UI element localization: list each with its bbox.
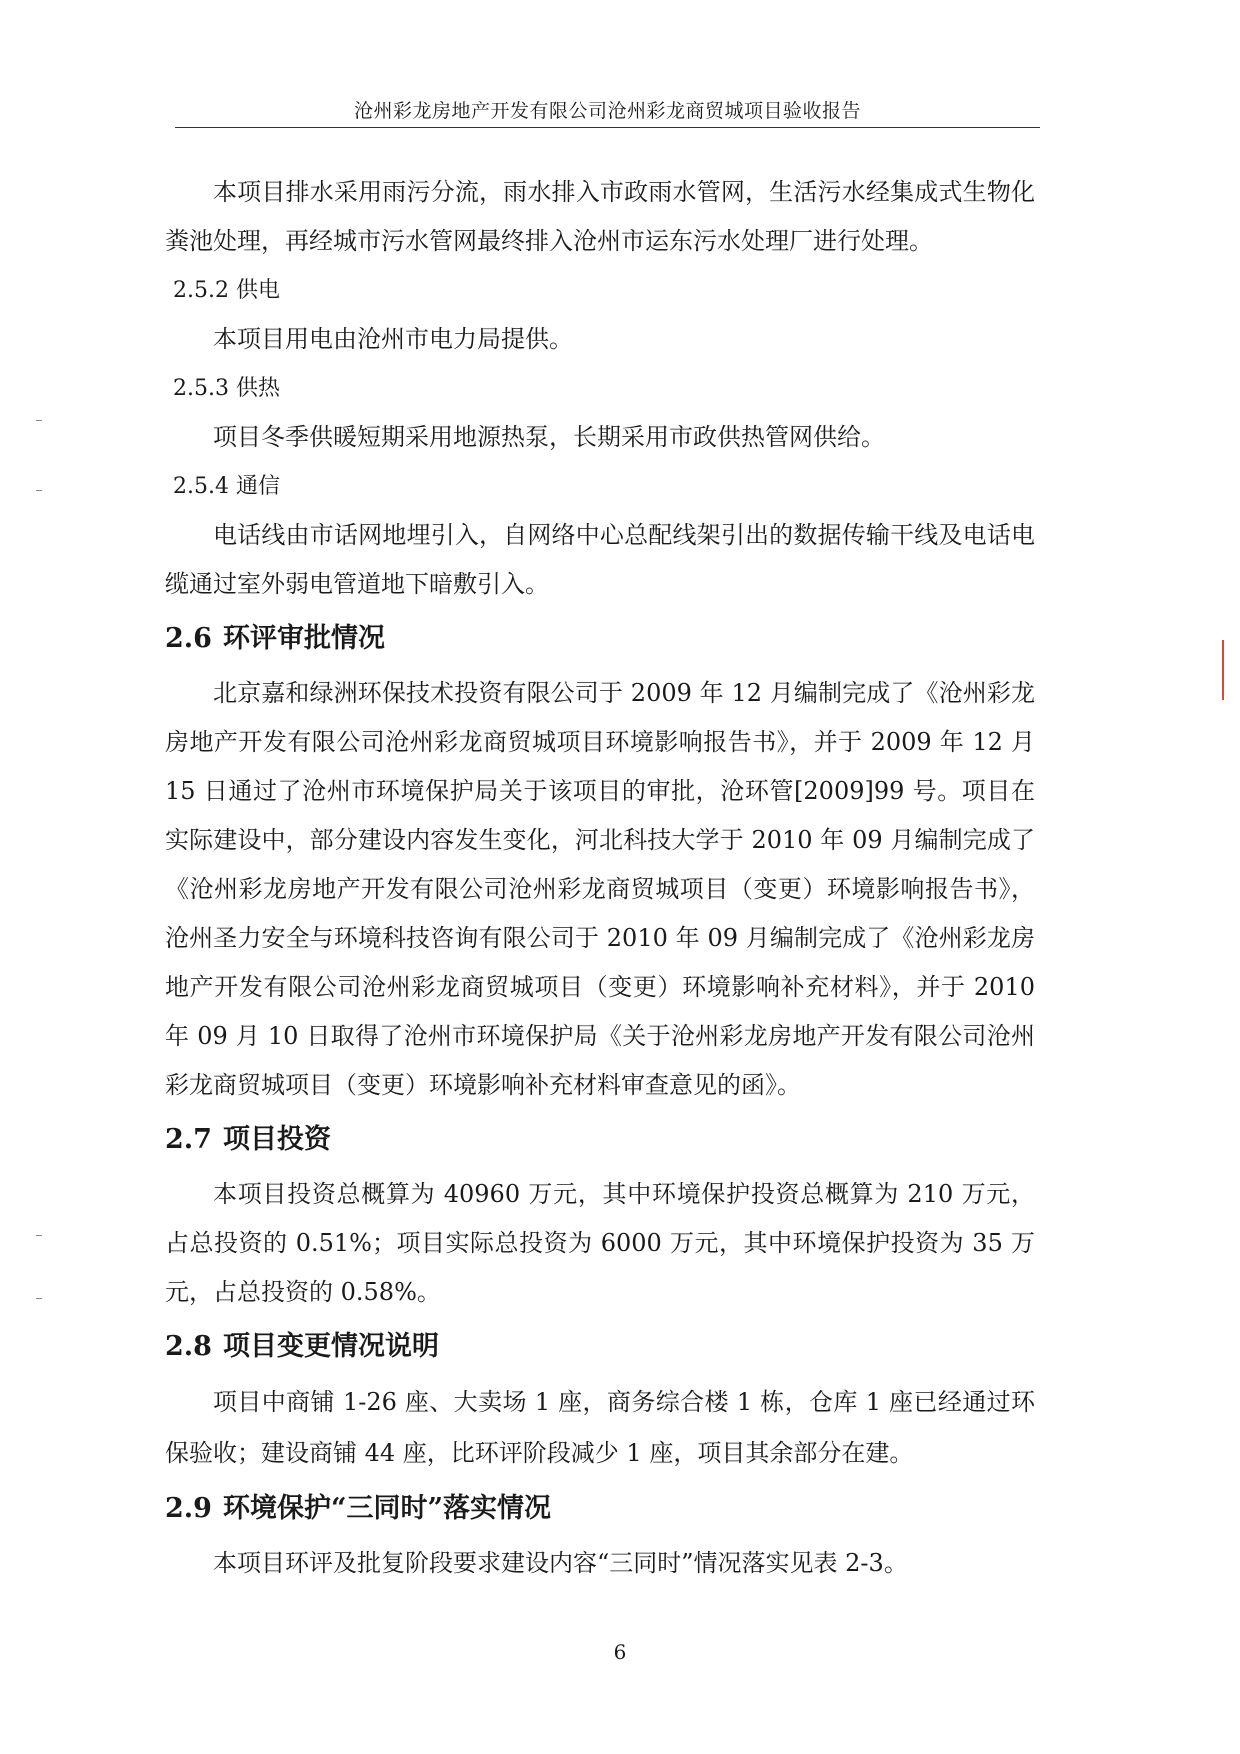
section-number: 2.8 [165, 1331, 212, 1362]
scan-margin-mark [36, 1235, 42, 1236]
scan-margin-mark [36, 490, 42, 491]
page-number: 6 [613, 1640, 627, 1664]
subsection-2-5-2-heading: 2.5.2 供电 [173, 278, 280, 303]
section-2-7-heading [165, 1110, 1035, 1170]
section-2-9-heading [165, 1479, 1035, 1539]
subsection-2-5-3-heading: 2.5.3 供热 [173, 376, 280, 401]
subsection-2-5-3-text: 项目冬季供暖短期采用地源热泵，长期采用市政供热管网供给。 [213, 423, 885, 451]
section-number: 2.9 [165, 1493, 212, 1524]
subsection-2-5-2-text: 本项目用电由沧州市电力局提供。 [213, 325, 573, 353]
drainage-paragraph: 本项目排水采用雨污分流，雨水排入市政雨水管网，生活污水经集成式生物化粪池处理，再经城市污水管网最终排入沧州市运东污水处理厂进行处理。 [165, 178, 1035, 255]
section-title: 环评审批情况 [223, 623, 385, 654]
section-number: 2.7 [165, 1124, 212, 1155]
scan-edge-mark [1222, 640, 1224, 700]
header-rule [175, 127, 1040, 128]
subsection-2-5-4-heading: 2.5.4 通信 [173, 474, 280, 499]
section-2-7-text: 本项目投资总概算为 40960 万元，其中环境保护投资总概算为 210 万元，占总投资的 0.51%；项目实际总投资为 6000 万元，其中环境保护投资为 35 万元，占总投资的 0.58%。 [165, 1180, 1035, 1306]
section-2-6-heading [165, 609, 1035, 669]
document-body [165, 168, 1035, 1588]
section-2-8-text: 项目中商铺 1-26 座、大卖场 1 座，商务综合楼 1 栋，仓库 1 座已经通过环保验收；建设商铺 44 座，比环评阶段减少 1 座，项目其余部分在建。 [165, 1388, 1035, 1467]
section-2-9-text: 本项目环评及批复阶段要求建设内容“三同时”情况落实见表 2-3。 [213, 1549, 908, 1577]
section-title: 项目变更情况说明 [223, 1331, 439, 1362]
scan-margin-mark [36, 420, 42, 421]
section-title: 项目投资 [223, 1124, 331, 1155]
section-2-8-heading [165, 1317, 1035, 1377]
section-2-6-text: 北京嘉和绿洲环保技术投资有限公司于 2009 年 12 月编制完成了《沧州彩龙房地产开发有限公司沧州彩龙商贸城项目环境影响报告书》，并于 2009 年 12 月 15 日通过了沧州市环境保护局关于该项目的审批，沧环管[2009]99 号。项目在实际建设中，部分建设内容发生变化，河北科技大学于 2010 年 09 月编制完成了《沧州彩龙房地产开发有限公司沧州彩龙商贸城项目（变更）环境影响报告书》，沧州圣力安全与环境科技咨询有限公司于 2010 年 09 月编制完成了《沧州彩龙房地产开发有限公司沧州彩龙商贸城项目（变更）环境影响补充材料》，并于 2010 年 09 月 10 日取得了沧州市环境保护局《关于沧州彩龙房地产开发有限公司沧州彩龙商贸城项目（变更）环境影响补充材料审查意见的函》。 [165, 679, 1035, 1099]
section-number: 2.6 [165, 623, 212, 654]
scan-margin-mark [36, 1298, 42, 1299]
subsection-2-5-4-text: 电话线由市话网地埋引入，自网络中心总配线架引出的数据传输干线及电话电缆通过室外弱电管道地下暗敷引入。 [165, 521, 1035, 598]
section-title: 环境保护“三同时”落实情况 [223, 1493, 552, 1524]
running-header: 沧州彩龙房地产开发有限公司沧州彩龙商贸城项目验收报告 [353, 100, 861, 122]
